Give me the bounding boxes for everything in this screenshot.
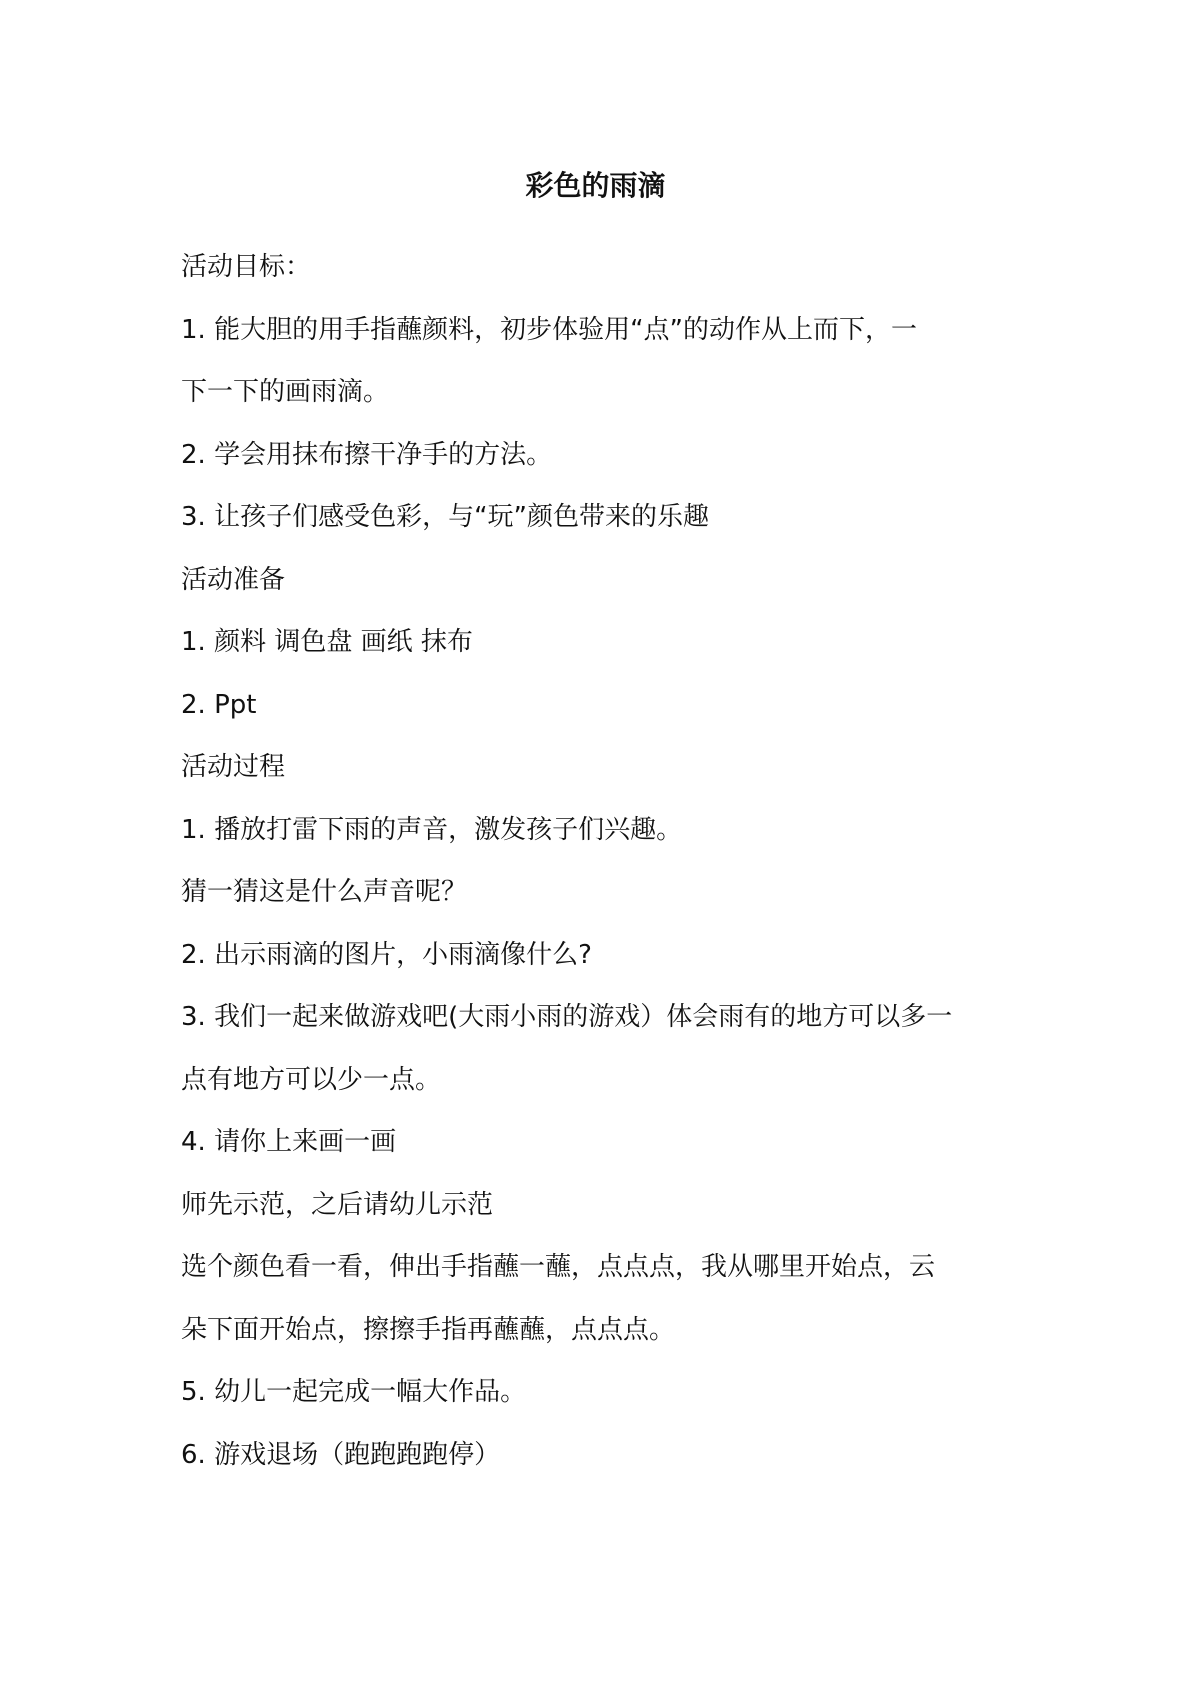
process-item-4-note: 师先示范，之后请幼儿示范 [181, 1189, 494, 1220]
section-heading-preparation: 活动准备 [181, 564, 286, 595]
goal-item-1-continued: 下一下的画雨滴。 [181, 377, 390, 407]
goal-item-2: 2. 学会用抹布擦干净手的方法。 [181, 439, 553, 470]
process-item-6: 6. 游戏退场（跑跑跑跑停） [181, 1439, 501, 1470]
process-item-1-note: 猜一猜这是什么声音呢？ [181, 877, 468, 907]
process-item-5: 5. 幼儿一起完成一幅大作品。 [181, 1377, 527, 1407]
goal-item-1: 1. 能大胆的用手指蘸颜料，初步体验用“点”的动作从上而下，一 [181, 314, 918, 345]
process-item-3-continued: 点有地方可以少一点。 [181, 1064, 442, 1095]
document-title: 彩色的雨滴 [525, 169, 666, 202]
process-item-3: 3. 我们一起来做游戏吧(大雨小雨的游戏）体会雨有的地方可以多一 [181, 1002, 953, 1032]
process-item-4-instructions: 选个颜色看一看，伸出手指蘸一蘸，点点点，我从哪里开始点，云 [181, 1252, 936, 1282]
process-item-1: 1. 播放打雷下雨的声音，激发孩子们兴趣。 [181, 814, 683, 845]
preparation-item-1: 1. 颜料 调色盘 画纸 抹布 [181, 627, 473, 657]
section-heading-goals: 活动目标： [181, 252, 312, 282]
section-heading-process: 活动过程 [181, 752, 286, 782]
process-item-2: 2. 出示雨滴的图片，小雨滴像什么? [181, 939, 592, 970]
process-item-4: 4. 请你上来画一画 [181, 1127, 397, 1157]
goal-item-3: 3. 让孩子们感受色彩，与“玩”颜色带来的乐趣 [181, 502, 710, 532]
document-body [181, 236, 1013, 1486]
preparation-item-2: 2. Ppt [181, 689, 257, 720]
process-item-4-instructions-continued: 朵下面开始点，擦擦手指再蘸蘸，点点点。 [181, 1314, 676, 1345]
